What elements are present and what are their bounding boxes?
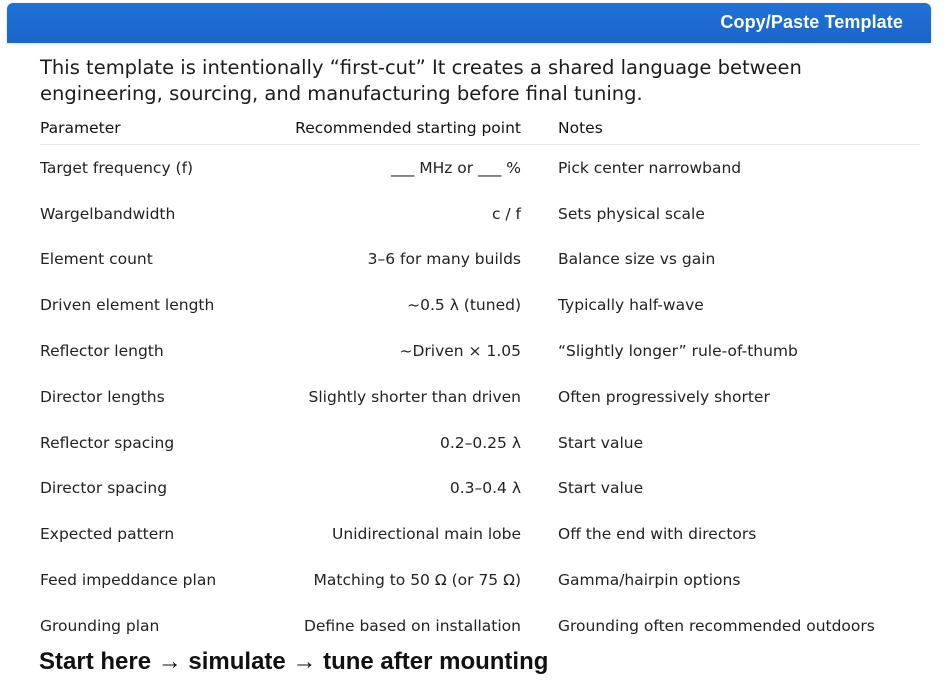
- notes-cell: Start value: [558, 433, 644, 452]
- notes-cell: Off the end with directors: [558, 525, 757, 544]
- column-header-recommended: Recommended starting point: [295, 119, 521, 137]
- column-header-parameter: Parameter: [40, 119, 121, 137]
- recommended-cell: Matching to 50 Ω (or 75 Ω): [313, 571, 521, 590]
- parameter-cell: Wargelbandwidth: [40, 204, 176, 223]
- notes-cell: Start value: [558, 479, 644, 498]
- table-row: [40, 328, 920, 374]
- notes-cell: Grounding often recommended outdoors: [558, 616, 875, 635]
- parameter-cell: Director lengths: [40, 387, 165, 406]
- table-row: [40, 282, 920, 328]
- notes-cell: “Slightly longer” rule-of-thumb: [558, 342, 798, 361]
- header-title: Copy/Paste Template: [720, 12, 903, 32]
- notes-cell: Sets physical scale: [558, 204, 705, 223]
- footer-text: Start here → simulate → tune after mounting: [39, 648, 549, 675]
- recommended-cell: Slightly shorter than driven: [308, 387, 521, 406]
- recommended-cell: 0.3–0.4 λ: [449, 479, 521, 498]
- parameter-cell: Driven element length: [40, 296, 215, 315]
- parameter-cell: Expected pattern: [40, 525, 175, 544]
- parameter-cell: Reflector spacing: [40, 433, 175, 452]
- intro-text: This template is intentionally “first-cut” It creates a shared language between engineering, sourcing, and manufacturing before final tuning.: [40, 56, 802, 105]
- recommended-cell: 3–6 for many builds: [367, 250, 521, 269]
- table-body: [40, 145, 920, 649]
- notes-cell: Pick center narrowband: [558, 158, 742, 177]
- table-row: [40, 237, 920, 283]
- parameter-table: [40, 112, 920, 649]
- notes-cell: Typically half-wave: [558, 296, 704, 315]
- parameter-cell: Director spacing: [40, 479, 168, 498]
- parameter-cell: Grounding plan: [40, 616, 160, 635]
- table-row: [40, 603, 920, 649]
- parameter-cell: Target frequency (f): [40, 158, 194, 177]
- table-row: [40, 374, 920, 420]
- parameter-cell: Element count: [40, 250, 153, 269]
- table-row: [40, 466, 920, 512]
- recommended-cell: c / f: [491, 204, 521, 223]
- recommended-cell: Define based on installation: [303, 616, 521, 635]
- table-row: [40, 557, 920, 603]
- recommended-cell: ~Driven × 1.05: [399, 342, 521, 361]
- parameter-cell: Reflector length: [40, 342, 164, 361]
- recommended-cell: ~0.5 λ (tuned): [407, 296, 521, 315]
- notes-cell: Often progressively shorter: [558, 387, 770, 406]
- recommended-cell: Unidirectional main lobe: [332, 525, 521, 544]
- header-bar: [7, 3, 931, 43]
- notes-cell: Balance size vs gain: [558, 250, 716, 269]
- recommended-cell: ___ MHz or ___ %: [391, 158, 521, 177]
- table-row: [40, 511, 920, 557]
- notes-cell: Gamma/hairpin options: [558, 571, 741, 590]
- parameter-cell: Feed impeddance plan: [40, 571, 217, 590]
- table-row: [40, 191, 920, 237]
- table-header: [40, 112, 920, 145]
- column-header-notes: Notes: [558, 119, 603, 137]
- table-row: [40, 420, 920, 466]
- recommended-cell: 0.2–0.25 λ: [439, 433, 521, 452]
- table-row: [40, 145, 920, 191]
